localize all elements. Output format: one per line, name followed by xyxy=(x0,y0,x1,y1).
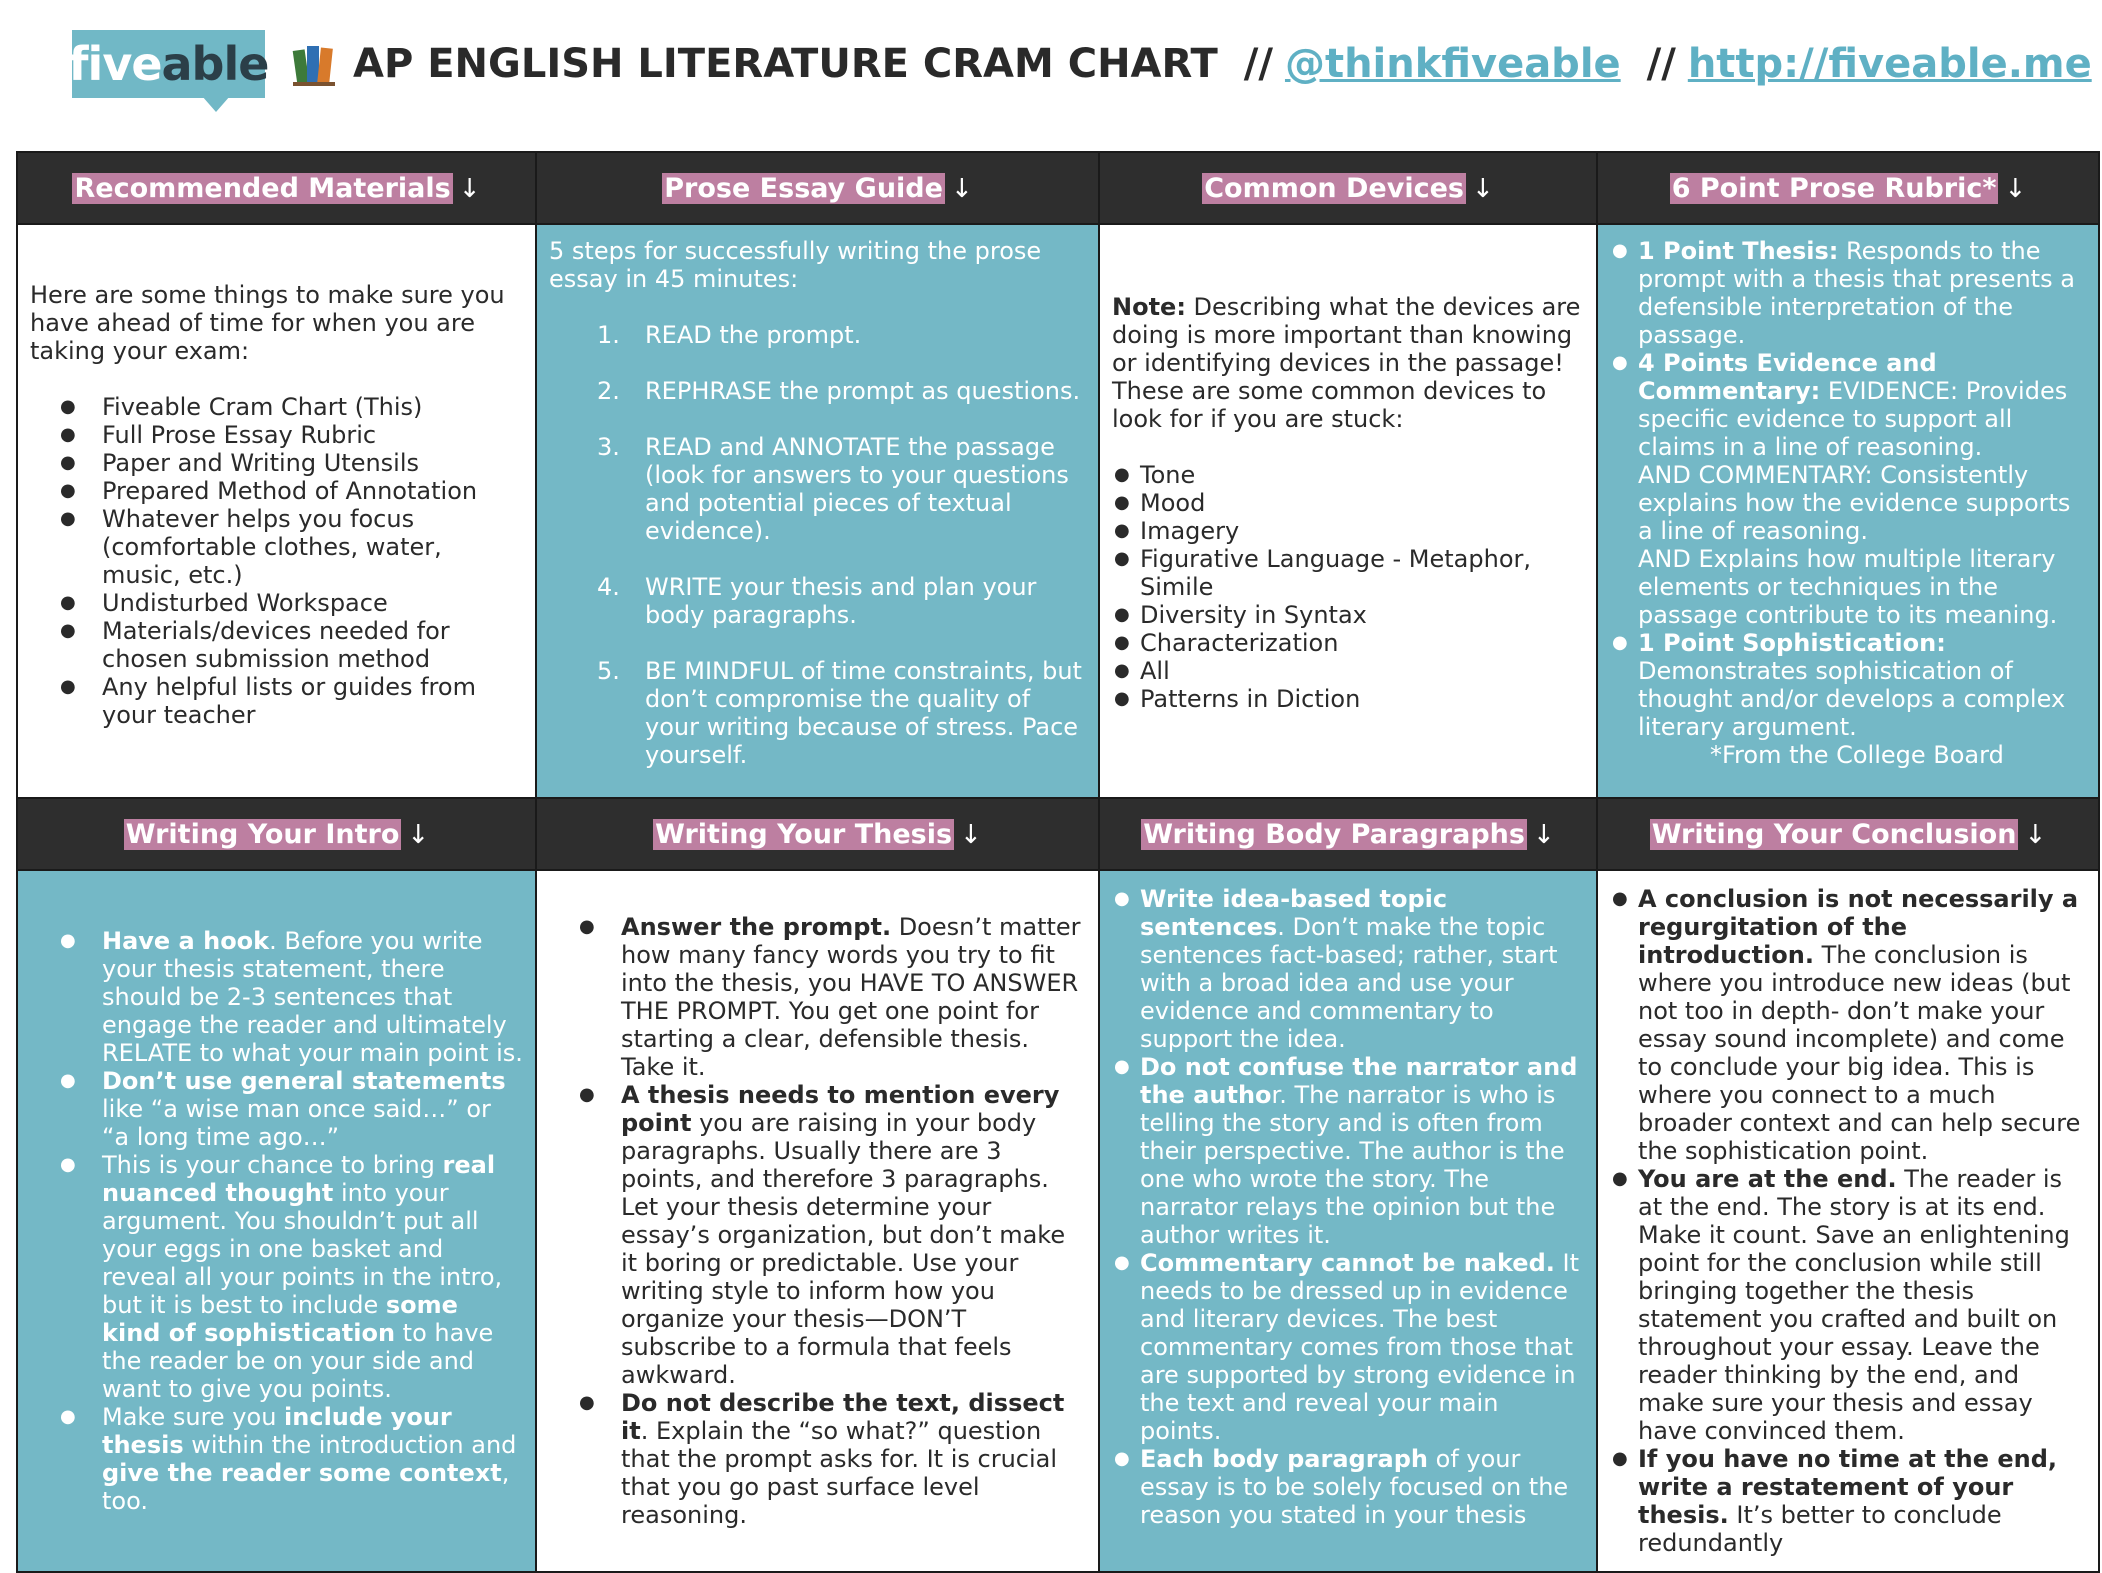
thesis-cell xyxy=(536,870,1099,1572)
down-arrow-icon: ↓ xyxy=(2024,819,2047,850)
list-item: ● Write idea-based topic sentences. Don’t make the topic sentences fact-based; rather, start with a broad idea and use your evidence and commentary to support the idea. xyxy=(1112,885,1584,1053)
materials-list xyxy=(30,393,523,729)
list-item: ● Have a hook. Before you write your thesis statement, there should be 2-3 sentences that engage the reader and ultimately RELATE to what your main point is. xyxy=(30,927,523,1067)
down-arrow-icon: ↓ xyxy=(1471,173,1494,204)
list-item: ● Patterns in Diction xyxy=(1112,685,1584,713)
devices-cell xyxy=(1099,224,1597,798)
thesis-list xyxy=(549,913,1086,1529)
body-list xyxy=(1112,885,1584,1529)
list-item: ● Don’t use general statements like “a wise man once said…” or “a long time ago…” xyxy=(30,1067,523,1151)
prose-guide-cell xyxy=(536,224,1099,798)
devices-note: Note: Describing what the devices are doing is more important than knowing or identifying devices in the passage! These are some common devices to look for if you are stuck: xyxy=(1112,293,1581,433)
list-item: ● This is your chance to bring real nuanced thought into your argument. You shouldn’t put all your eggs in one basket and reveal all your points in the intro, but it is best to include some kind of sophistication to have the reader be on your side and want to give you points. xyxy=(30,1151,523,1403)
page-title xyxy=(353,41,2092,87)
header-thesis xyxy=(536,798,1099,870)
list-item: ● Prepared Method of Annotation xyxy=(30,477,523,505)
list-item: 1. READ the prompt. xyxy=(597,321,862,349)
list-item: ● A conclusion is not necessarily a regurgitation of the introduction. The conclusion is where you introduce new ideas (but not too in depth- don’t make your essay sound incomplete) and come to conclude your big idea. This is where you connect to a much broader context and can help secure the sophistication point. xyxy=(1610,885,2086,1165)
list-item: ● Any helpful lists or guides from your teacher xyxy=(30,673,523,729)
list-item: ● Paper and Writing Utensils xyxy=(30,449,523,477)
content-row-2 xyxy=(17,870,2099,1572)
list-item: ● 4 Points Evidence and Commentary: EVIDENCE: Provides specific evidence to support all claims in a line of reasoning. AND COMMENTARY: Consistently explains how the evidence supports a line of reasoning. AND Explains how multiple literary elements or techniques in the passage contribute to its meaning. xyxy=(1610,349,2086,629)
website-link[interactable]: http://fiveable.me xyxy=(1687,41,2092,87)
down-arrow-icon: ↓ xyxy=(960,819,982,850)
conclusion-list xyxy=(1610,885,2086,1557)
down-arrow-icon: ↓ xyxy=(1532,819,1555,850)
header-conclusion xyxy=(1597,798,2099,870)
list-item: 3. READ and ANNOTATE the passage (look for answers to your questions and potential pieces of textual evidence). xyxy=(597,433,1069,545)
section-title: Recommended Materials xyxy=(74,172,451,204)
section-title: Writing Body Paragraphs xyxy=(1143,818,1525,850)
rubric-footnote: *From the College Board xyxy=(1710,741,2004,769)
header-materials xyxy=(17,152,536,224)
prose-steps-list xyxy=(549,321,1086,769)
list-item: ● Whatever helps you focus (comfortable clothes, water, music, etc.) xyxy=(30,505,523,589)
fiveable-logo[interactable] xyxy=(68,30,269,98)
header-row xyxy=(17,152,2099,224)
list-item: ● All xyxy=(1112,657,1584,685)
list-item: ● Materials/devices needed for chosen submission method xyxy=(30,617,523,673)
list-item: ● Commentary cannot be naked. It needs to be dressed up in evidence and literary devices. The best commentary comes from those that are supported by strong evidence in the text and reveal your main points. xyxy=(1112,1249,1584,1445)
section-title: 6 Point Prose Rubric* xyxy=(1671,172,1997,204)
list-item: ● Do not confuse the narrator and the author. The narrator is who is telling the story and is often from their perspective. The author is the one who wrote the story. The narrator relays the opinion but the author writes it. xyxy=(1112,1053,1584,1249)
down-arrow-icon: ↓ xyxy=(950,173,973,204)
header-prose-guide xyxy=(536,152,1099,224)
section-title: Writing Your Conclusion xyxy=(1651,818,2017,850)
title-separator: // xyxy=(1243,41,1273,87)
list-item: ● 1 Point Thesis: Responds to the prompt with a thesis that presents a defensible interpretation of the passage. xyxy=(1610,237,2086,349)
rubric-list xyxy=(1610,237,2086,741)
prose-guide-intro: 5 steps for successfully writing the prose essay in 45 minutes: xyxy=(549,237,1042,293)
rubric-cell xyxy=(1597,224,2099,798)
header-rubric xyxy=(1597,152,2099,224)
down-arrow-icon: ↓ xyxy=(458,173,481,204)
down-arrow-icon: ↓ xyxy=(2004,173,2027,204)
list-item: ● If you have no time at the end, write a restatement of your thesis. It’s better to conclude redundantly xyxy=(1610,1445,2086,1557)
header-body xyxy=(1099,798,1597,870)
logo-suffix: able xyxy=(161,37,269,91)
intro-cell xyxy=(17,870,536,1572)
books-icon xyxy=(291,40,337,88)
cram-chart-table xyxy=(16,151,2100,1573)
title-separator: // xyxy=(1646,41,1676,87)
header-intro xyxy=(17,798,536,870)
list-item: ● A thesis needs to mention every point you are raising in your body paragraphs. Usually there are 3 points, and therefore 3 paragraphs. Let your thesis determine your essay’s organization, but don’t make it boring or predictable. Use your writing style to inform how you organize your thesis—DON’T subscribe to a formula that feels awkward. xyxy=(549,1081,1086,1389)
list-item: ● Diversity in Syntax xyxy=(1112,601,1584,629)
list-item: ● Fiveable Cram Chart (This) xyxy=(30,393,523,421)
list-item: 5. BE MINDFUL of time constraints, but don’t compromise the quality of your writing because of stress. Pace yourself. xyxy=(597,657,1082,769)
list-item: 4. WRITE your thesis and plan your body paragraphs. xyxy=(597,573,1037,629)
list-item: ● Undisturbed Workspace xyxy=(30,589,523,617)
list-item: ● Figurative Language - Metaphor, Simile xyxy=(1112,545,1584,601)
intro-list xyxy=(30,927,523,1515)
header-devices xyxy=(1099,152,1597,224)
section-title: Common Devices xyxy=(1204,172,1464,204)
down-arrow-icon: ↓ xyxy=(407,819,430,850)
section-title: Writing Your Thesis xyxy=(655,818,953,850)
materials-intro: Here are some things to make sure you have ahead of time for when you are taking your exam: xyxy=(30,281,505,365)
content-row-1 xyxy=(17,224,2099,798)
list-item: ● Make sure you include your thesis within the introduction and give the reader some context, too. xyxy=(30,1403,523,1515)
list-item: ● Tone xyxy=(1112,461,1584,489)
list-item: ● 1 Point Sophistication: Demonstrates sophistication of thought and/or develops a complex literary argument. xyxy=(1610,629,2086,741)
devices-list xyxy=(1112,461,1584,713)
list-item: ● Each body paragraph of your essay is to be solely focused on the reason you stated in your thesis xyxy=(1112,1445,1584,1529)
body-paragraphs-cell xyxy=(1099,870,1597,1572)
materials-cell xyxy=(17,224,536,798)
list-item: ● Mood xyxy=(1112,489,1584,517)
list-item: ● Answer the prompt. Doesn’t matter how many fancy words you try to fit into the thesis, you HAVE TO ANSWER THE PROMPT. You get one point for starting a clear, defensible thesis. Take it. xyxy=(549,913,1086,1081)
cram-chart-title: AP ENGLISH LITERATURE CRAM CHART xyxy=(353,41,1218,87)
list-item: ● Full Prose Essay Rubric xyxy=(30,421,523,449)
header-row xyxy=(17,798,2099,870)
list-item: 2. REPHRASE the prompt as questions. xyxy=(597,377,1081,405)
section-title: Prose Essay Guide xyxy=(664,172,943,204)
logo-prefix: five xyxy=(68,37,162,91)
list-item: ● Characterization xyxy=(1112,629,1584,657)
conclusion-cell xyxy=(1597,870,2099,1572)
list-item: ● Do not describe the text, dissect it. Explain the “so what?” question that the prompt asks for. It is crucial that you go past surface level reasoning. xyxy=(549,1389,1086,1529)
section-title: Writing Your Intro xyxy=(125,818,400,850)
twitter-handle-link[interactable]: @thinkfiveable xyxy=(1284,41,1621,87)
list-item: ● Imagery xyxy=(1112,517,1584,545)
list-item: ● You are at the end. The reader is at the end. The story is at its end. Make it count. Save an enlightening point for the conclusion while still bringing together the thesis statement you crafted and built on throughout your essay. Leave the reader thinking by the end, and make sure your thesis and essay have convinced them. xyxy=(1610,1165,2086,1445)
page-header xyxy=(68,22,2092,106)
